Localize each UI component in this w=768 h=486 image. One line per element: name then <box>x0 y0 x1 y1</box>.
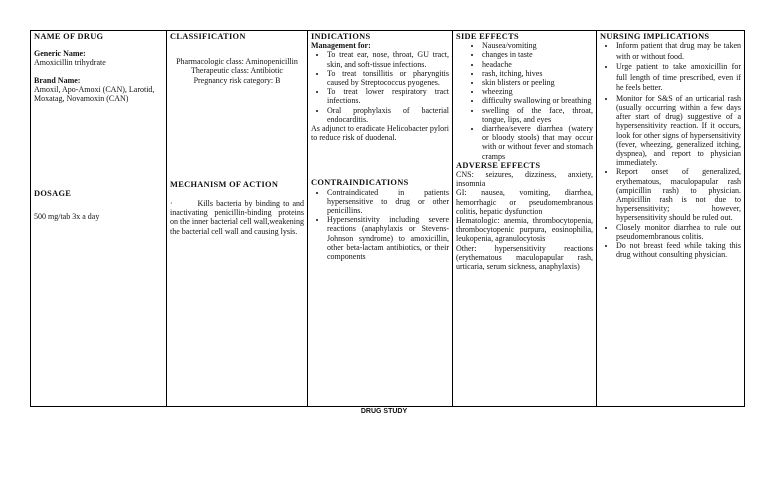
generic-name-label: Generic Name: <box>34 49 86 59</box>
indications-cell <box>308 31 453 407</box>
management-label: Management for: <box>311 41 371 51</box>
document-caption: DRUG STUDY <box>360 408 408 415</box>
drug-name-cell <box>31 31 167 407</box>
mechanism-of-action-text <box>170 199 304 236</box>
nursing-list <box>600 41 741 259</box>
side-effects-header: SIDE EFFECTS <box>456 32 519 41</box>
side-effects-cell <box>453 31 597 407</box>
adverse-effect-gi: GI: nausea, vomiting, diarrhea, hemorrhagic or pseudomembranous colitis, hepatic dysfunction <box>456 188 593 216</box>
nursing-item: • Report onset of generalized, erythematous, maculopapular rash (ampicillin rash) to physician. Ampicillin rash is not due to hypersensitivity; however, hypersensitivity should be ruled out. <box>616 167 741 222</box>
nursing-implications-cell <box>597 31 745 407</box>
nursing-item: • Monitor for S&S of an urticarial rash (usually occurring within a few days after start of drug) suggestive of a hypersensitivity reaction. If it occurs, look for other signs of hypersensitivity (fever, wheezing, generalized itching, dyspnea), and report to physician immediately. <box>616 94 741 168</box>
indication-item: • To treat ear, nose, throat, GU tract, skin, and soft-tissue infections. <box>327 50 449 68</box>
brand-name-value: Amoxil, Apo-Amoxi (CAN), Larotid, Moxatag, Novamoxin (CAN) <box>34 84 155 104</box>
drug-study-sheet <box>30 30 744 407</box>
indication-item: • To treat lower respiratory tract infections. <box>327 87 449 105</box>
name-of-drug-header: NAME OF DRUG <box>34 32 104 41</box>
bullet-mark: · <box>170 199 198 209</box>
mechanism-of-action-header: MECHANISM OF ACTION <box>170 179 279 189</box>
nursing-item: • Inform patient that drug may be taken with or without food. <box>616 41 741 62</box>
generic-name-value: Amoxicillin trihydrate <box>34 58 106 68</box>
side-effect-item: • skin blisters or peeling <box>482 78 593 87</box>
side-effect-item: • Nausea/vomiting <box>482 41 593 50</box>
side-effect-item: • wheezing <box>482 87 593 96</box>
contraindication-item: • Contraindicated in patients hypersensitive to drug or other penicillins. <box>327 188 449 216</box>
side-effect-item: • swelling of the face, throat, tongue, lips, and eyes <box>482 106 593 124</box>
nursing-item: • Urge patient to take amoxicillin for full length of time prescribed, even if he feels better. <box>616 62 741 94</box>
classification-header: CLASSIFICATION <box>170 32 246 41</box>
adverse-effects-header: ADVERSE EFFECTS <box>456 160 541 170</box>
adverse-effect-cns: CNS: seizures, dizziness, anxiety, insomnia <box>456 170 593 189</box>
side-effect-item: • headache <box>482 60 593 69</box>
nursing-item: • Do not breast feed while taking this drug without consulting physician. <box>616 241 741 259</box>
pharmacologic-class: Pharmacologic class: Aminopenicillin <box>176 57 298 67</box>
nursing-item: • Closely monitor diarrhea to rule out pseudomembranous colitis. <box>616 223 741 241</box>
side-effect-item: • diarrhea/severe diarrhea (watery or bloody stools) that may occur with or without fever and stomach cramps <box>482 124 593 161</box>
side-effect-item: • difficulty swallowing or breathing <box>482 96 593 105</box>
side-effect-item: • rash, itching, hives <box>482 69 593 78</box>
drug-study-table <box>30 30 745 407</box>
contraindications-list <box>311 188 449 262</box>
adjunct-text: As adjunct to eradicate Helicobacter pylori to reduce risk of duodenal. <box>311 124 449 143</box>
pregnancy-risk: Pregnancy risk category: B <box>193 75 281 85</box>
dosage-value: 500 mg/tab 3x a day <box>34 212 100 222</box>
adverse-effect-hematologic: Hematologic: anemia, thrombocytopenia, thrombocytopenic purpura, eosinophilia, leukopenia, agranulocytosis <box>456 216 593 244</box>
indications-list <box>311 50 449 124</box>
brand-name-label: Brand Name: <box>34 75 81 85</box>
indication-item: • To treat tonsillitis or pharyngitis caused by Streptococcus pyogenes. <box>327 69 449 87</box>
dosage-header: DOSAGE <box>34 189 72 199</box>
therapeutic-class: Therapeutic class: Antibiotic <box>191 66 283 76</box>
contraindications-header: CONTRAINDICATIONS <box>311 178 409 188</box>
moa-text: Kills bacteria by binding to and inactivating penicillin-binding proteins on the inner bacterial cell wall,weakening the bacterial cell wall and causing lysis. <box>170 199 305 236</box>
adverse-effect-other: Other: hypersensitivity reactions (erythematous maculopapular rash, urticaria, serum sickness, anaphylaxis) <box>456 243 593 272</box>
nursing-implications-header: NURSING IMPLICATIONS <box>600 32 710 41</box>
indication-item: • Oral prophylaxis of bacterial endocarditis. <box>327 106 449 124</box>
side-effect-item: • changes in taste <box>482 50 593 59</box>
contraindication-item: • Hypersensitivity including severe reactions (anaphylaxis or Stevens-Johnson syndrome) to amoxicillin, other beta-lactam antibiotics, or their components <box>327 215 449 261</box>
classification-cell <box>167 31 308 407</box>
indications-header: INDICATIONS <box>311 32 371 41</box>
side-effects-list <box>456 41 593 161</box>
